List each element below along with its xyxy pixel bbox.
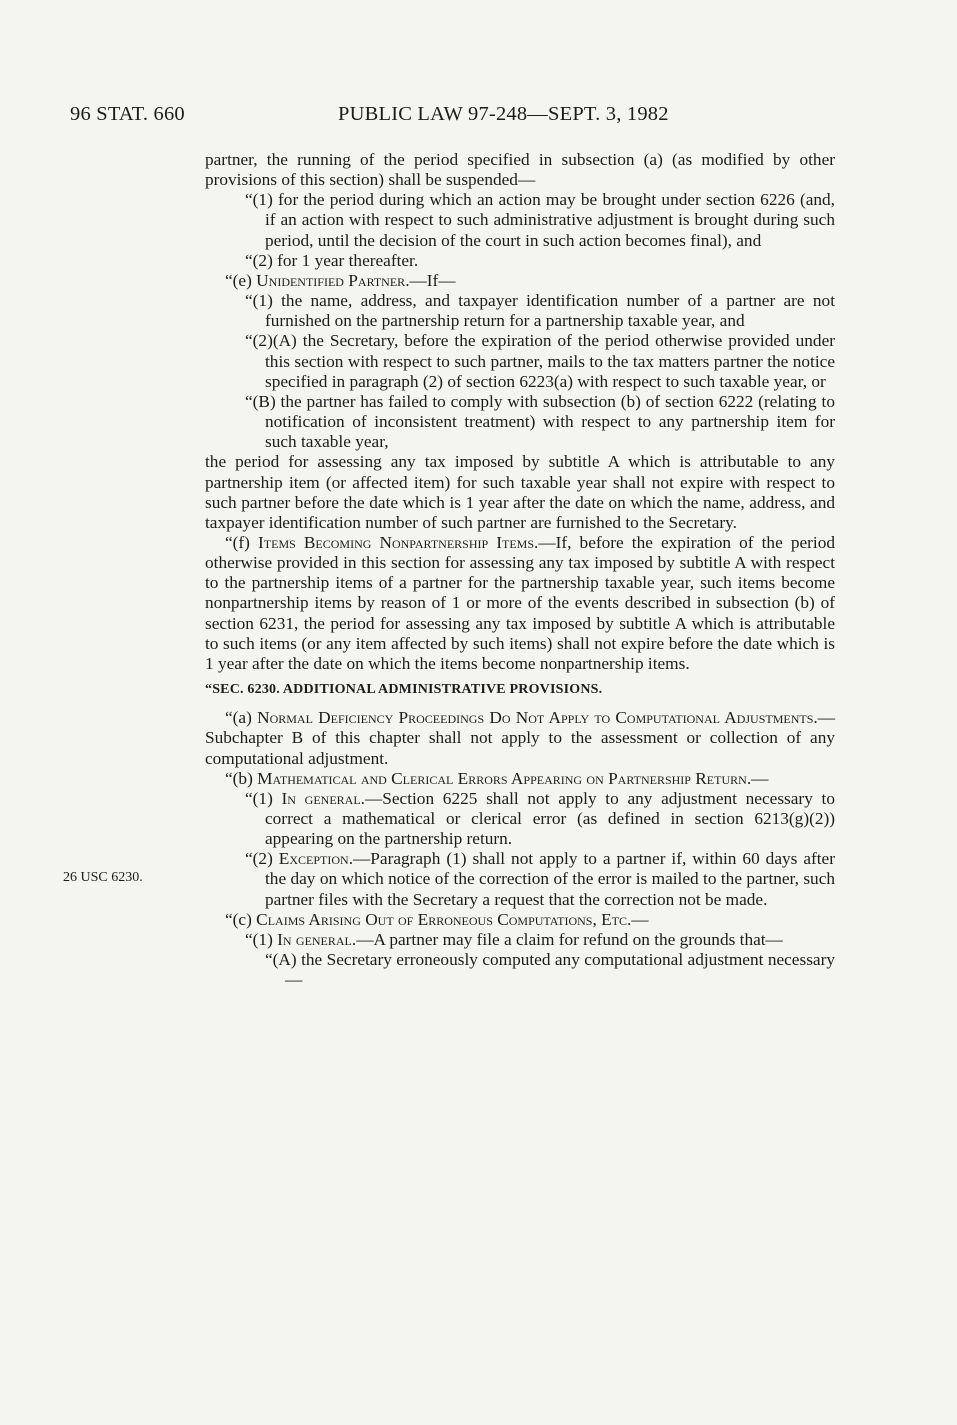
subsection-text: .—Subchapter B of this chapter shall not apply to the assessment or collection of any computational adjustment. (205, 708, 835, 768)
paragraph: “(B) the partner has failed to comply with subsection (b) of section 6222 (relating to notification of inconsistent treatment) with respect to any partnership item for such taxable year, (245, 391, 835, 452)
usc-margin-note: 26 USC 6230. (63, 870, 143, 885)
section-heading: “SEC. 6230. ADDITIONAL ADMINISTRATIVE PROVISIONS. (205, 682, 603, 698)
paragraph: “(2)(A) the Secretary, before the expiration of the period otherwise provided under this section with respect to such partner, mails to the tax matters partner the notice specified in paragraph (2) of section 6223(a) with respect to such taxable year, or (245, 331, 835, 391)
subsection-label: “(b) (225, 768, 258, 788)
subsection-a (205, 708, 835, 768)
subsection-heading: Unidentified Partner (256, 270, 406, 290)
paragraph-b2 (205, 849, 835, 909)
subsection-text: .—If— (405, 270, 456, 290)
paragraph: partner, the running of the period specified in subsection (a) (as modified by other provisions of this section) shall be suspended— (205, 150, 835, 190)
paragraph-heading: In general (281, 788, 361, 808)
page-title: PUBLIC LAW 97-248—SEPT. 3, 1982 (338, 103, 669, 125)
subsection-text: .—If, before the expiration of the period otherwise provided in this section for assessing any tax imposed by subtitle A with respect to the partnership items of a partner for the partnership taxable year, such items become nonpartnership items by reason of 1 or more of the events described in subsection (b) of section 6231, the period for assessing any tax imposed by subtitle A which is attributable to such items (or any item affected by such items) shall not expire before the date which is 1 year after the date on which the items become nonpartnership items. (205, 532, 835, 673)
subsection-text: .— (746, 768, 769, 788)
subsection-heading: Normal Deficiency Proceedings Do Not Apply to Computational Adjustments (257, 708, 814, 728)
paragraph: the period for assessing any tax imposed by subtitle A which is attributable to any partnership item (or affected item) for such taxable year shall not expire with respect to such partner before the date which is 1 year after the date on which the name, address, and taxpayer identification number of such partner are furnished to the Secretary. (205, 452, 835, 532)
subsection-heading: Items Becoming Nonpartnership Items (258, 532, 535, 552)
paragraph-c1 (205, 930, 835, 950)
subsection-label: “(c) (225, 909, 257, 929)
paragraph-heading: In general (277, 929, 352, 949)
paragraph-heading: Exception (278, 849, 349, 869)
subsection-label: “(f) (225, 532, 259, 552)
paragraph: “(2) for 1 year thereafter. (245, 250, 419, 270)
subparagraph-c1A: “(A) the Secretary erroneously computed any computational adjustment necessary— (265, 950, 835, 990)
paragraph-text: .—Paragraph (1) shall not apply to a partner if, within 60 days after the day on which notice of the correction of the error is mailed to the partner, such partner files with the Secretary a request that the correction not be made. (265, 849, 835, 909)
paragraph-b1 (205, 789, 835, 849)
subsection-heading: Claims Arising Out of Erroneous Computations, Etc (256, 909, 627, 929)
paragraph: “(1) for the period during which an action may be brought under section 6226 (and, if an action with respect to such administrative adjustment is brought during such period, until the decision of the court in such action becomes final), and (245, 190, 835, 250)
paragraph-label: “(1) (245, 929, 278, 949)
paragraph-label: “(1) (245, 788, 282, 808)
subsection-f (205, 533, 835, 674)
subsection-c (205, 910, 835, 930)
paragraph-label: “(2) (245, 849, 279, 869)
stat-page-number: 96 STAT. 660 (70, 103, 185, 125)
subsection-text: .— (626, 909, 649, 929)
subsection-label: “(e) (225, 270, 257, 290)
paragraph-text: .—A partner may file a claim for refund on the grounds that— (351, 929, 783, 949)
statute-body (205, 150, 835, 990)
paragraph: “(1) the name, address, and taxpayer identification number of a partner are not furnished on the partnership return for a partnership taxable year, and (245, 291, 835, 331)
paragraph-text: .—Section 6225 shall not apply to any adjustment necessary to correct a mathematical or clerical error (as defined in section 6213(g)(2)) appearing on the partnership return. (265, 788, 835, 849)
subsection-e (205, 271, 835, 291)
subsection-heading: Mathematical and Clerical Errors Appearing on Partnership Return (257, 768, 747, 788)
subsection-label: “(a) (225, 708, 258, 728)
subsection-b (205, 769, 835, 789)
